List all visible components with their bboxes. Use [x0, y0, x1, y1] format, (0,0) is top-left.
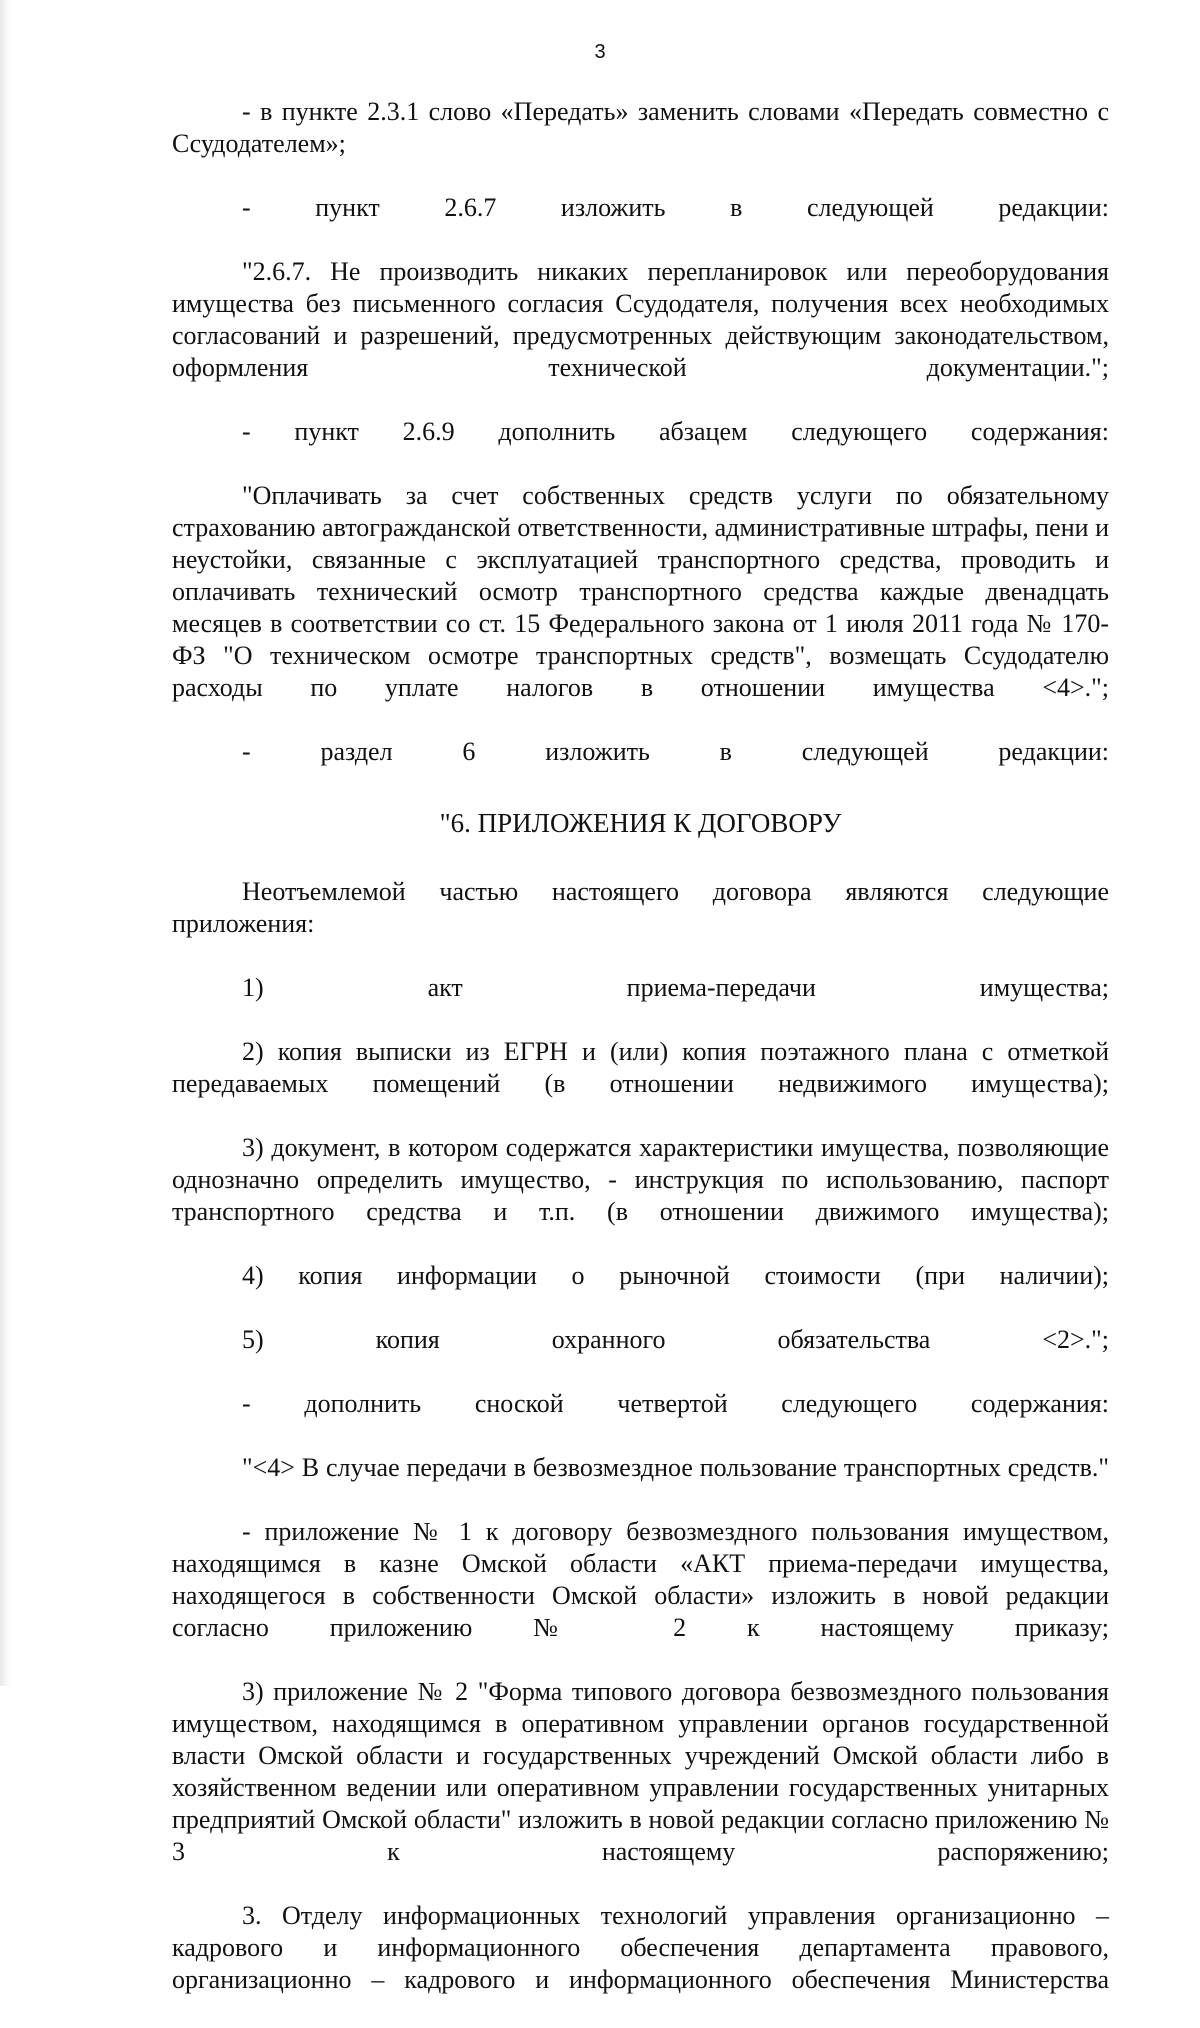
list-item-appendix-1: 1) акт приема-передачи имущества;: [242, 973, 1109, 1002]
page-number: 3: [594, 41, 606, 63]
paragraph-footnote-4: "<4> В случае передачи в безвозмездное пользование транспортных средств.": [242, 1453, 1109, 1482]
paragraph-replace-clause-2-3-1: - в пункте 2.3.1 слово «Передать» заменить словами «Передать совместно с Ссудодателем»;: [172, 97, 1109, 158]
document-body: [172, 96, 1109, 2028]
paragraph-section-6-intro: - раздел 6 изложить в следующей редакции:: [242, 737, 1109, 766]
list-item-appendix-4: 4) копия информации о рыночной стоимости (при наличии);: [242, 1261, 1109, 1290]
list-item-appendix-3: 3) документ, в котором содержатся характеристики имущества, позволяющие однозначно определить имущество, - инструкция по использованию, паспорт транспортного средства и т.п. (в отношении движимого имущества);: [172, 1133, 1109, 1226]
list-item-appendix-5: 5) копия охранного обязательства <2>.";: [242, 1325, 1109, 1354]
paragraph-clause-2-6-7-intro: - пункт 2.6.7 изложить в следующей редакции:: [242, 193, 1109, 222]
paragraph-clause-2-6-7-text: "2.6.7. Не производить никаких перепланировок или переоборудования имущества без письменного согласия Ссудодателя, получения всех необходимых согласований и разрешений, предусмотренных действующим законодательством, оформления технической документации.";: [172, 257, 1109, 382]
paragraph-clause-2-6-9-intro: - пункт 2.6.9 дополнить абзацем следующего содержания:: [242, 417, 1109, 446]
paragraph-footnote-intro: - дополнить сноской четвертой следующего содержания:: [242, 1389, 1109, 1418]
paragraph-clause-2-6-9-text: "Оплачивать за счет собственных средств услуги по обязательному страхованию автогражданской ответственности, административные штрафы, пени и неустойки, связанные с эксплуатацией транспортного средства, проводить и оплачивать технический осмотр транспортного средства каждые двенадцать месяцев в соответствии со ст. 15 Федерального закона от 1 июля 2011 года № 170-ФЗ "О техническом осмотре транспортных средств", возмещать Ссудодателю расходы по уплате налогов в отношении имущества <4>.";: [172, 481, 1109, 702]
paragraph-it-department: 3. Отделу информационных технологий управления организационно – кадрового и информационного обеспечения департамента правового, организационно – кадрового и информационного обеспечения Министерства: [172, 1901, 1109, 1994]
spacer: [172, 840, 1109, 876]
section-heading: "6. ПРИЛОЖЕНИЯ К ДОГОВОРУ: [439, 808, 842, 838]
scan-edge-shadow: [0, 0, 10, 1686]
list-item-appendix-2: 2) копия выписки из ЕГРН и (или) копия поэтажного плана с отметкой передаваемых помещений (в отношении недвижимого имущества);: [172, 1037, 1109, 1098]
paragraph-appendices-intro: Неотъемлемой частью настоящего договора являются следующие приложения:: [172, 877, 1109, 938]
paragraph-appendix-2-revision: 3) приложение № 2 "Форма типового договора безвозмездного пользования имуществом, находящимся в оперативном управлении органов государственной власти Омской области и государственных учреждений Омской области либо в хозяйственном ведении или оперативном управлении государственных унитарных предприятий Омской области" изложить в новой редакции согласно приложению № 3 к настоящему распоряжению;: [172, 1677, 1109, 1866]
paragraph-appendix-1-revision: - приложение № 1 к договору безвозмездного пользования имуществом, находящимся в казне Омской области «АКТ приема-передачи имущества, находящегося в собственности Омской области» изложить в новой редакции согласно приложению № 2 к настоящему приказу;: [172, 1517, 1109, 1642]
